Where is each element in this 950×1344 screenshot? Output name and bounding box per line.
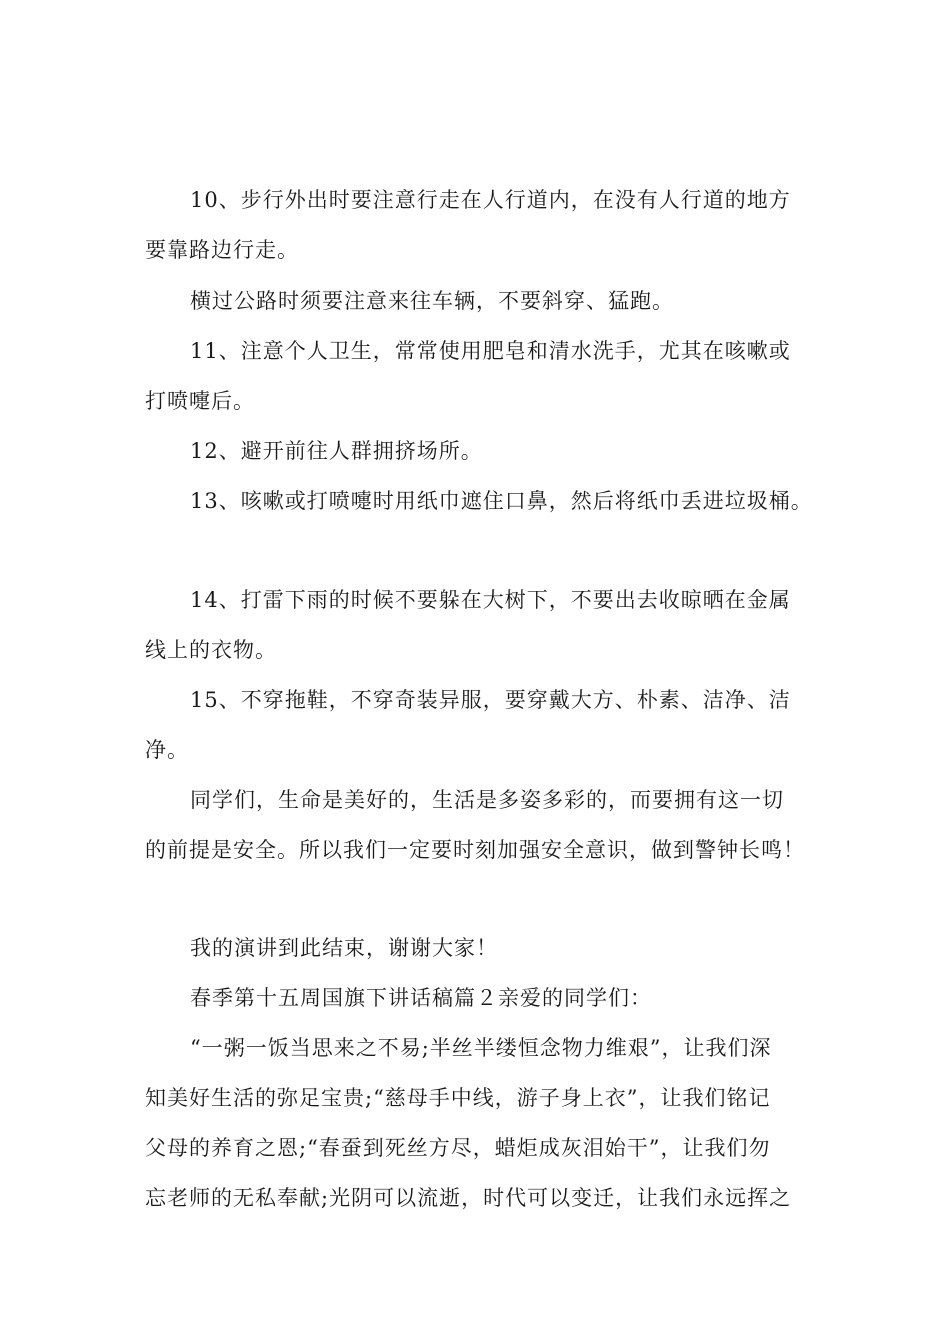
- text-line: 13、咳嗽或打喷嚏时用纸巾遮住口鼻，然后将纸巾丢进垃圾桶。: [190, 489, 813, 513]
- text-line: 父母的养育之恩;“春蚕到死丝方尽，蜡炬成灰泪始干”，让我们勿: [145, 1136, 771, 1160]
- text-line: “一粥一饭当思来之不易;半丝半缕恒念物力维艰”，让我们深: [190, 1036, 772, 1060]
- text-line: 10、步行外出时要注意行走在人行道内，在没有人行道的地方: [190, 188, 791, 212]
- text-line: 横过公路时须要注意来往车辆，不要斜穿、猛跑。: [190, 289, 674, 313]
- text-line: 14、打雷下雨的时候不要躲在大树下，不要出去收晾晒在金属: [190, 588, 791, 612]
- text-line: 净。: [145, 738, 189, 762]
- text-line: 的前提是安全。所以我们一定要时刻加强安全意识，做到警钟长鸣！: [145, 838, 805, 862]
- text-line: 春季第十五周国旗下讲话稿篇２亲爱的同学们：: [190, 986, 652, 1010]
- text-line: 同学们，生命是美好的，生活是多姿多彩的，而要拥有这一切: [190, 788, 784, 812]
- text-line: 11、注意个人卫生，常常使用肥皂和清水洗手，尤其在咳嗽或: [190, 339, 791, 363]
- text-line: 知美好生活的弥足宝贵;“慈母手中线，游子身上衣”，让我们铭记: [145, 1086, 771, 1110]
- text-line: 要靠路边行走。: [145, 238, 299, 262]
- text-line: 线上的衣物。: [145, 638, 277, 662]
- text-line: 15、不穿拖鞋，不穿奇装异服，要穿戴大方、朴素、洁净、洁: [190, 688, 791, 712]
- text-line: 忘老师的无私奉献;光阴可以流逝，时代可以变迁，让我们永远挥之: [145, 1186, 792, 1210]
- text-line: 我的演讲到此结束，谢谢大家！: [190, 936, 498, 960]
- text-line: 打喷嚏后。: [145, 389, 255, 413]
- text-line: 12、避开前往人群拥挤场所。: [190, 439, 483, 463]
